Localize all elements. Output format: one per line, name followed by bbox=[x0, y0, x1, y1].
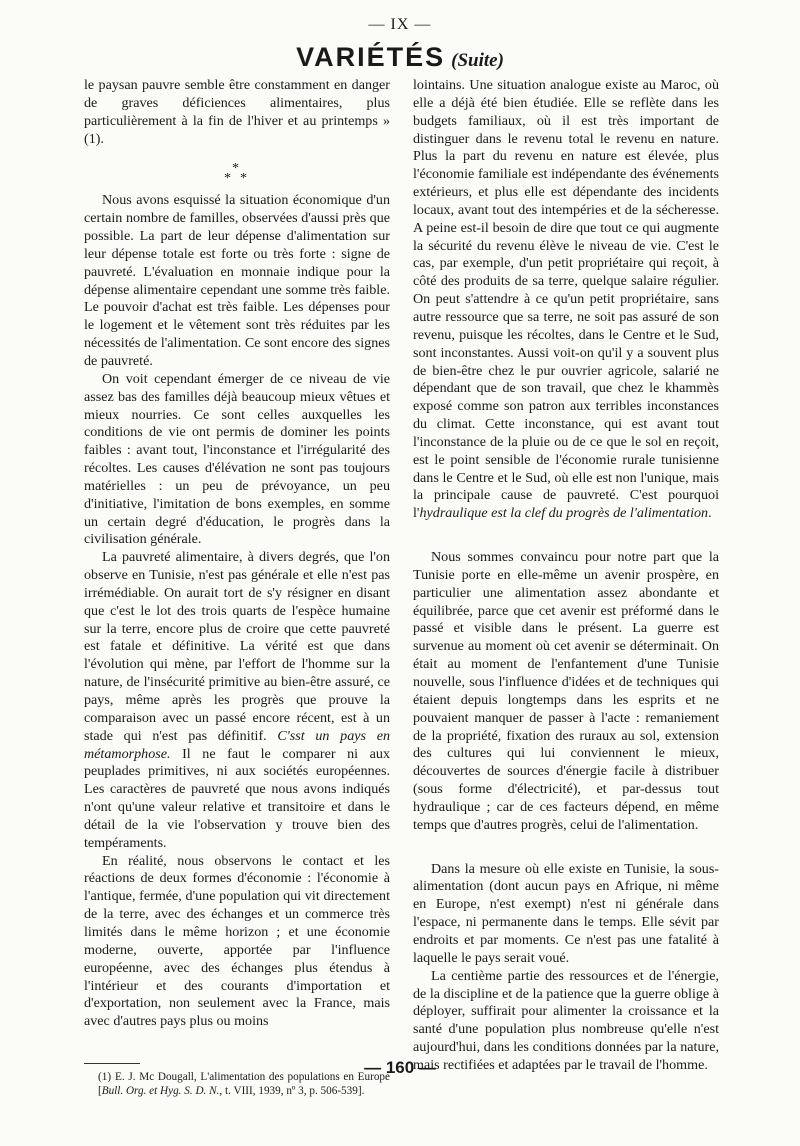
footnote: (1) E. J. Mc Dougall, L'alimentation des populations en Europe [Bull. Org. et Hyg. S. D. N., t. VIII, 1939, nº 3, p. 506-539]. bbox=[98, 1071, 390, 1098]
right-column bbox=[413, 77, 719, 1075]
right-paragraph-1: lointains. Une situation analogue existe au Maroc, où elle a déjà été bien étudiée. Elle se reflète dans les budgets familiaux, où il est très important de distinguer dans le revenu total le revenu en nature. Plus la part du revenu en nature est élevée, plus l'économie familiale est indépendante des événements extérieurs, et plus elle est dépendante des incidents locaux, avant tout des intempéries et de la sécheresse. A peine est-il besoin de dire que tout ce qui augmente la sécurité du revenu élève le niveau de vie. C'est le cas, par exemple, d'un petit propriétaire qui reçoit, à côté des produits de sa terre, quelque salaire régulier. On peut s'attendre à ce qu'un petit propriétaire, sans autre ressource que sa terre, ne soit pas assuré de son revenu, puisque les récoltes, dans le Centre et le Sud, sont inconstantes. Aussi voit-on qu'il y a souvent plus de bien-être chez le pur ouvrier agricole, salarié ne dépendant que de son travail, que chez le khammès exposé comme son patron aux terribles inconstances du climat. Cette inconstance, qui est avant tout l'inconstance de la pluie ou de ce que le sol en reçoit, est le point sensible de l'économie rurale tunisienne dans le Centre et le Sud, où elle est non l'unique, mais la principale cause de pauvreté. C'est pourquoi l'hydraulique est la clef du progrès de l'alimentation. bbox=[413, 77, 719, 522]
page-title bbox=[0, 42, 800, 73]
emphasis-hydraulique: hydraulique est la clef du progrès de l'alimentation bbox=[419, 505, 709, 522]
left-paragraph-5: En réalité, nous observons le contact et les réactions de deux formes d'économie : l'économie à l'antique, fermée, d'une population qui vit directement de la terre, avec des échanges et un commerce très limités dans le même horizon ; et une économie moderne, ouverte, apportée par l'influence européenne, avec des échanges plus étendus à l'intérieur et des courants d'importation et d'exportation, non seulement avec la France, mais avec d'autres pays plus ou moins bbox=[84, 852, 390, 1030]
right-paragraph-2: Nous sommes convaincu pour notre part que la Tunisie porte en elle-même un avenir prospère, en particulier une alimentation assez abondante et équilibrée, parce que cet avenir est préformé dans le passé et visible dans le présent. La guerre est survenue au moment où cet avenir se déterminait. On était au moment de l'enfantement d'une Tunisie nouvelle, sous l'influence d'idées et de techniques qui étaient depuis longtemps dans les esprits et ne pouvaient manquer de passer à l'acte : remaniement de la propriété, fixation des ruraux au sol, extension des cultures qui lui conviennent le mieux, découvertes de sources d'énergie facile à distribuer (sous forme d'électricité), et par-dessus tout hydraulique ; car de ces facteurs dépend, en même temps que d'autres progrès, celui de l'alimentation. bbox=[413, 549, 719, 833]
title-subtitle: (Suite) bbox=[451, 50, 504, 71]
roman-page-number: — IX — bbox=[368, 16, 432, 33]
footnote-ref: (1) bbox=[98, 1071, 112, 1084]
emphasis-metamorphose: C'sst un pays en métamorphose. bbox=[84, 727, 390, 762]
right-paragraph-3: Dans la mesure où elle existe en Tunisie, la sous-alimentation (dont aucun pays en Afrique, ni même en Europe, n'est exempt) n'est ni générale dans l'espace, ni permanente dans le temps. Elle sévit par endroits et par moments. Ce n'est pas une fatalité à laquelle le pays serait voué. bbox=[413, 860, 719, 966]
section-separator: * * * bbox=[224, 161, 247, 187]
page-number: — 160 — bbox=[364, 1058, 436, 1077]
title-main: VARIÉTÉS bbox=[296, 42, 446, 72]
right-paragraph-4: La centième partie des ressources et de l'énergie, de la discipline et de la patience que la guerre oblige à déployer, suffirait pour alimenter la croissance et la santé d'une population plus nombreuse qu'elle n'est aujourd'hui, dans les conditions données par la nature, mais rectifiées et adaptées par le travail de l'homme. bbox=[413, 967, 719, 1073]
left-column bbox=[84, 77, 390, 1099]
left-paragraph-4: La pauvreté alimentaire, à divers degrés, que l'on observe en Tunisie, n'est pas générale et elle n'est pas irrémédiable. On aurait tort de s'y résigner en disant que c'est le lot des trois quarts de l'espèce humaine sur la terre, encore plus de croire que cette pauvreté est fatale et définitive. La vérité est que dans l'évolution qui mène, par l'effort de l'homme sur la nature, de l'insécurité primitive au bien-être assuré, ce pays, même après les progrès que prouve la comparaison avec un passé encore récent, est à un stade qui n'est pas définitif. C'sst un pays en métamorphose. Il ne faut le comparer ni aux peuplades primitives, ni aux sociétés européennes. Les caractères de pauvreté que nous avons indiqués n'ont qu'une valeur relative et transitoire et dans le détail de la vie l'observation y trouve bien des tempéraments. bbox=[84, 549, 391, 851]
left-paragraph-2: Nous avons esquissé la situation économique d'un certain nombre de familles, observées d'aussi près que possible. La part de leur dépense d'alimentation sur leur dépense totale est forte ou très forte : signe de pauvreté. L'évaluation en monnaie indique pour la dépense alimentaire cependant une somme très faible. Le pouvoir d'achat est très faible. Les dépenses pour le logement et le vêtement sont très réduites par les nécessités de l'alimentation. Ce sont encore des signes de pauvreté. bbox=[84, 192, 390, 369]
left-paragraph-3: On voit cependant émerger de ce niveau de vie assez bas des familles déjà beaucoup mieux vêtues et mieux nourries. Ce sont celles auxquelles les conditions de vie ont permis de dominer les points faibles : avant tout, l'inconstance et l'irrégularité des récoltes. Les causes d'élévation ne sont pas toujours matérielles : un peu de prévoyance, un peu d'initiative, l'imitation de bons exemples, en somme un certain degré d'éducation, le progrès dans la civilisation générale. bbox=[84, 370, 390, 548]
left-paragraph-1: le paysan pauvre semble être constamment en danger de graves déficiences alimentaires, plus particulièrement à la fin de l'hiver et au printemps » (1). bbox=[84, 77, 390, 147]
